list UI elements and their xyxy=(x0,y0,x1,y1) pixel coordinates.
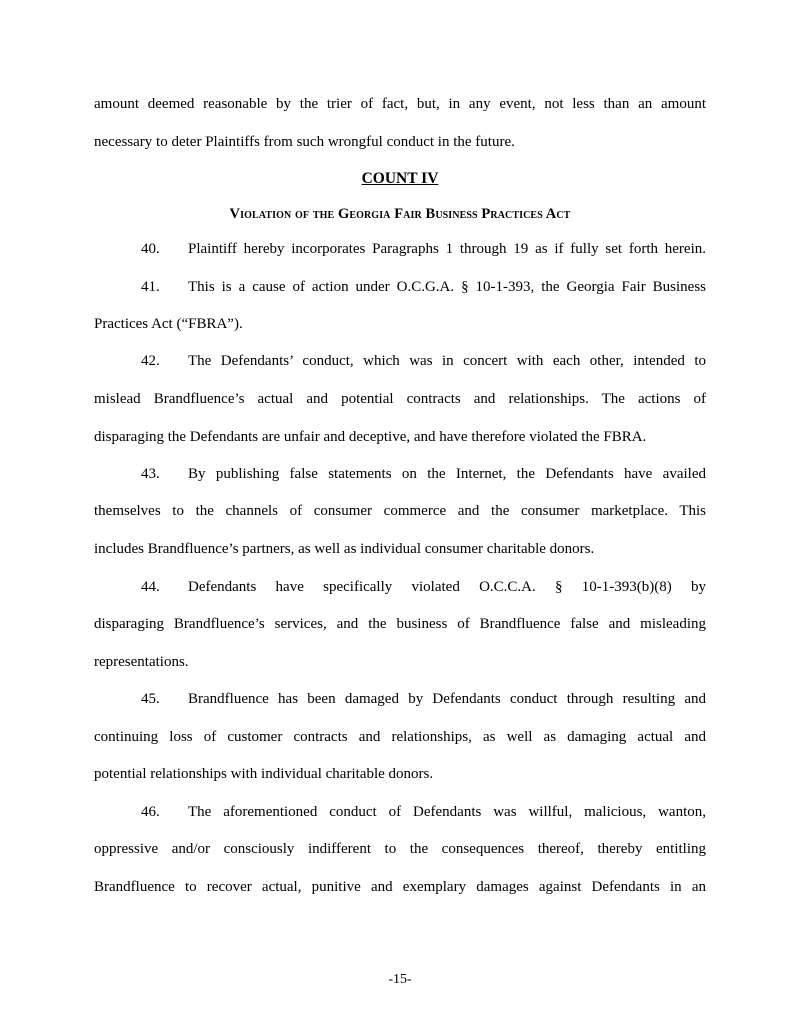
paragraph-42-line: disparaging the Defendants are unfair and deceptive, and have therefore violated the FBRA. xyxy=(94,429,647,445)
paragraph-text: The aforementioned conduct of Defendants was willful, malicious, wanton, xyxy=(188,804,706,820)
paragraph-46-line: oppressive and/or consciously indifferent to the consequences thereof, thereby entitling xyxy=(94,841,706,857)
paragraph-number: 45. xyxy=(141,691,160,707)
continuation-line-1: amount deemed reasonable by the trier of fact, but, in any event, not less than an amount xyxy=(94,96,706,112)
paragraph-46-line: Brandfluence to recover actual, punitive and exemplary damages against Defendants in an xyxy=(94,879,706,895)
paragraph-42-line: mislead Brandfluence’s actual and potential contracts and relationships. The actions of xyxy=(94,391,706,407)
paragraph-number: 44. xyxy=(141,579,160,595)
paragraph-43-line: themselves to the channels of consumer commerce and the consumer marketplace. This xyxy=(94,503,706,519)
paragraph-text: By publishing false statements on the Internet, the Defendants have availed xyxy=(188,466,706,482)
paragraph-45-line: continuing loss of customer contracts and relationships, as well as damaging actual and xyxy=(94,729,706,745)
paragraph-46 xyxy=(141,803,706,821)
page-number: -15- xyxy=(388,972,412,987)
paragraph-43-line: includes Brandfluence’s partners, as well as individual consumer charitable donors. xyxy=(94,541,595,557)
paragraph-text: Plaintiff hereby incorporates Paragraphs 1 through 19 as if fully set forth herein. xyxy=(188,241,706,257)
paragraph-40 xyxy=(141,240,706,258)
paragraph-45-line: potential relationships with individual charitable donors. xyxy=(94,766,434,782)
paragraph-number: 41. xyxy=(141,279,160,295)
paragraph-44-line: representations. xyxy=(94,654,189,670)
count-subheading: Violation of the Georgia Fair Business Practices Act xyxy=(229,206,571,222)
paragraph-text: Brandfluence has been damaged by Defendants conduct through resulting and xyxy=(188,691,706,707)
paragraph-45 xyxy=(141,690,706,708)
count-heading: COUNT IV xyxy=(361,170,439,187)
paragraph-42 xyxy=(141,352,706,370)
paragraph-number: 43. xyxy=(141,466,160,482)
continuation-line-2: necessary to deter Plaintiffs from such wrongful conduct in the future. xyxy=(94,134,515,150)
paragraph-number: 46. xyxy=(141,804,160,820)
paragraph-44 xyxy=(141,578,706,596)
paragraph-44-line: disparaging Brandfluence’s services, and the business of Brandfluence false and misleading xyxy=(94,616,706,632)
paragraph-41-line: Practices Act (“FBRA”). xyxy=(94,316,243,332)
paragraph-number: 40. xyxy=(141,241,160,257)
paragraph-text: Defendants have specifically violated O.C.C.A. § 10-1-393(b)(8) by xyxy=(188,579,706,595)
paragraph-text: The Defendants’ conduct, which was in concert with each other, intended to xyxy=(188,353,706,369)
paragraph-number: 42. xyxy=(141,353,160,369)
paragraph-41 xyxy=(141,278,706,296)
paragraph-43 xyxy=(141,465,706,483)
paragraph-text: This is a cause of action under O.C.G.A. § 10-1-393, the Georgia Fair Business xyxy=(188,279,706,295)
